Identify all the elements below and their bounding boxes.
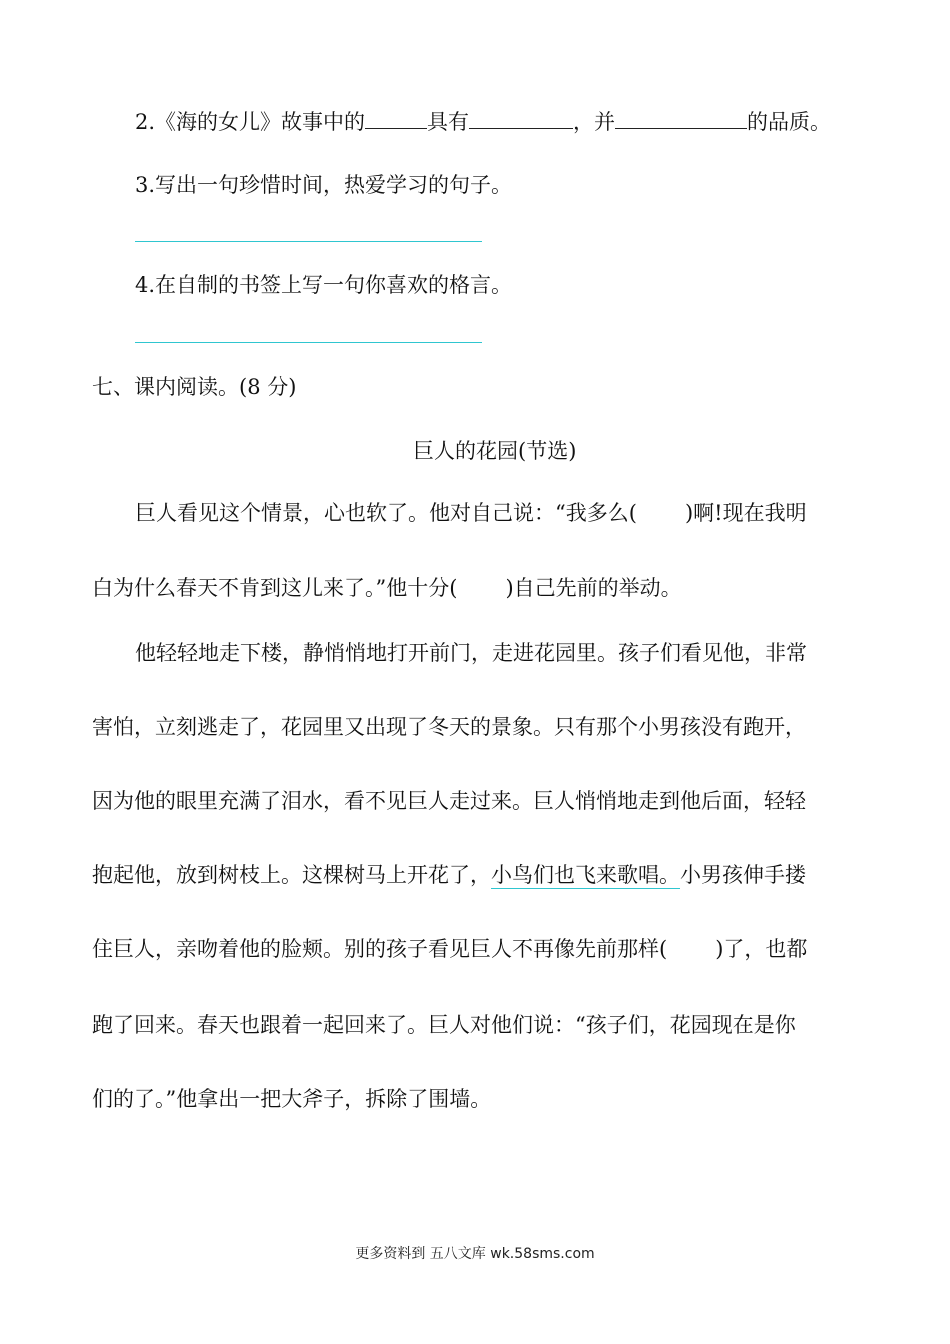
passage-p2-line5 <box>92 934 807 964</box>
passage-p2-line6: 跑了回来。春天也跟着一起回来了。巨人对他们说：“孩子们，花园现在是你 <box>92 1013 796 1037</box>
blank-3[interactable] <box>615 106 747 129</box>
question-2-prefix: 2.《海的女儿》故事中的 <box>135 110 366 134</box>
p1-line2-text: 白为什么春天不肯到这儿来了。”他十分( <box>92 576 458 600</box>
passage-p2-line2: 害怕，立刻逃走了，花园里又出现了冬天的景象。只有那个小男孩没有跑开， <box>92 715 806 739</box>
p2-line5-text: 住巨人，亲吻着他的脸颊。别的孩子看见巨人不再像先前那样( <box>92 937 668 961</box>
passage-p2-line1: 他轻轻地走下楼，静悄悄地打开前门，走进花园里。孩子们看见他，非常 <box>135 641 807 665</box>
passage-title: 巨人的花园(节选) <box>413 439 577 463</box>
section-7-heading: 七、课内阅读。(8 分) <box>92 375 297 399</box>
passage-p2-line4 <box>92 860 806 890</box>
p2-line5-end: )了，也都 <box>715 937 808 961</box>
question-2-suffix: 的品质。 <box>747 110 832 134</box>
p1-line1-text: 巨人看见这个情景，心也软了。他对自己说：“我多么( <box>135 501 637 525</box>
footer-source: 更多资料到 五八文库 wk.58sms.com <box>355 1246 595 1262</box>
question-3: 3.写出一句珍惜时间，热爱学习的句子。 <box>135 173 513 197</box>
p2-line4-end: 小男孩伸手搂 <box>680 863 806 887</box>
p1-line1-end: )啊!现在我明 <box>684 501 807 525</box>
passage-p1-line1 <box>135 498 807 528</box>
p1-line2-end: )自己先前的举动。 <box>505 576 682 600</box>
blank-1[interactable] <box>365 106 427 129</box>
answer-line-q3[interactable] <box>135 241 482 242</box>
p2-line4-start: 抱起他，放到树枝上。这棵树马上开花了， <box>92 863 491 887</box>
answer-line-q4[interactable] <box>135 342 482 343</box>
blank-2[interactable] <box>469 106 573 129</box>
question-2-mid1: 具有 <box>427 110 470 134</box>
question-2 <box>135 106 831 137</box>
passage-p2-line7: 们的了。”他拿出一把大斧子，拆除了围墙。 <box>92 1087 492 1111</box>
passage-p2-line3: 因为他的眼里充满了泪水，看不见巨人走过来。巨人悄悄地走到他后面，轻轻 <box>92 789 806 813</box>
question-2-mid2: ，并 <box>573 110 616 134</box>
underlined-sentence: 小鸟们也飞来歌唱。 <box>491 863 680 887</box>
passage-p1-line2 <box>92 573 682 603</box>
question-4: 4.在自制的书签上写一句你喜欢的格言。 <box>135 273 513 297</box>
